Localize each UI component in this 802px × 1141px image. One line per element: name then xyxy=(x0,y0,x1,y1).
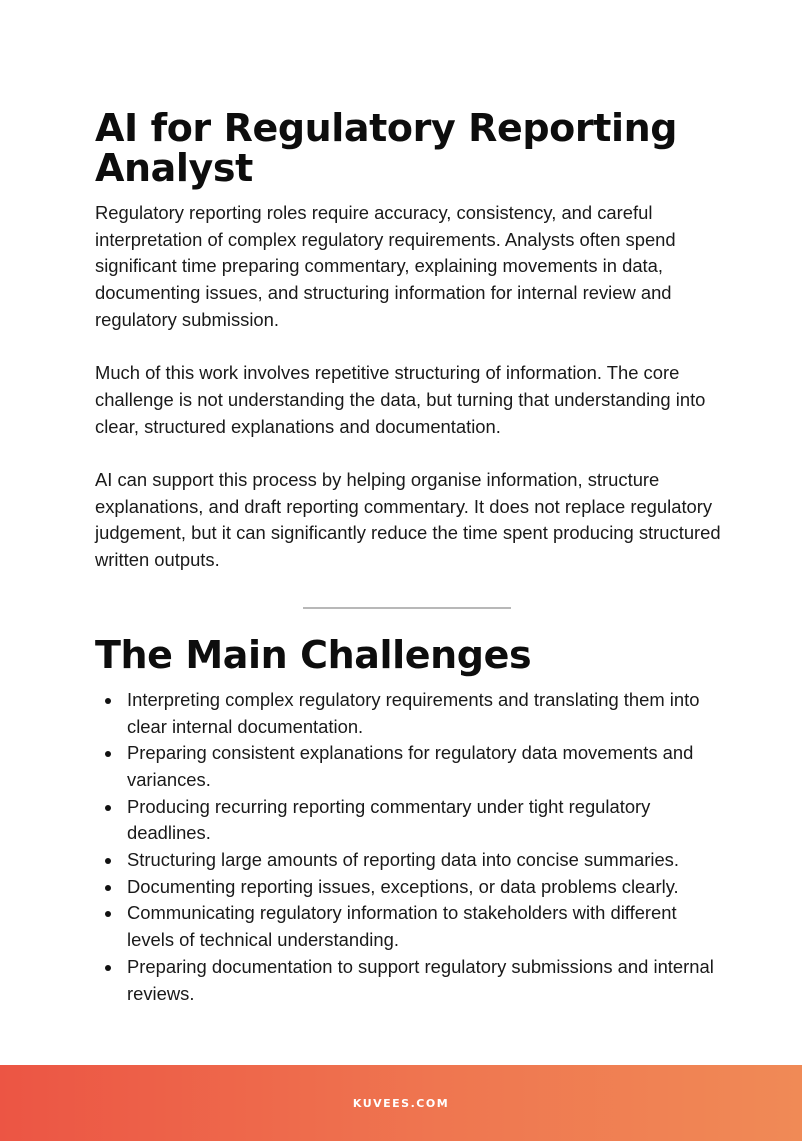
bullet-icon xyxy=(105,965,111,971)
footer-banner xyxy=(0,1065,802,1141)
list-item-text: Structuring large amounts of reporting data into concise summaries. xyxy=(127,849,679,871)
list-item xyxy=(95,740,725,793)
footer-link[interactable]: KUVEES.COM xyxy=(352,1096,450,1110)
list-item-text: Producing recurring reporting commentary under tight regulatory deadlines. xyxy=(127,795,651,844)
intro-paragraph: Much of this work involves repetitive structuring of information. The core challenge is not understanding the data, but turning that understanding into clear, structured explanations and documentation. xyxy=(95,362,706,437)
list-item xyxy=(95,874,725,901)
list-item-text: Documenting reporting issues, exceptions, or data problems clearly. xyxy=(127,875,679,897)
challenges-list xyxy=(95,687,725,1007)
list-item-text: Preparing consistent explanations for regulatory data movements and variances. xyxy=(127,742,694,790)
list-item xyxy=(95,794,725,847)
list-item-text: Communicating regulatory information to stakeholders with different levels of technical understanding. xyxy=(127,902,677,951)
list-item-text: Preparing documentation to support regulatory submissions and internal reviews. xyxy=(127,955,714,1004)
bullet-icon xyxy=(105,751,111,757)
section-heading: The Main Challenges xyxy=(95,632,532,677)
page-content xyxy=(95,108,725,1007)
bullet-icon xyxy=(105,885,111,891)
intro-paragraph: AI can support this process by helping organise information, structure explanations, and draft reporting commentary. It does not replace regulatory judgement, but it can significantly reduce the time spent producing structured written outputs. xyxy=(95,469,721,571)
intro-paragraph: Regulatory reporting roles require accuracy, consistency, and careful interpretation of complex regulatory requirements. Analysts often spend significant time preparing commentary, explaining movements in data, documenting issues, and structuring information for internal review and regulatory submission. xyxy=(95,202,676,330)
bullet-icon xyxy=(105,698,111,704)
list-item xyxy=(95,900,725,953)
page-title: AI for Regulatory Reporting Analyst xyxy=(95,106,678,190)
list-item-text: Interpreting complex regulatory requirements and translating them into clear internal documentation. xyxy=(127,688,700,737)
section-divider xyxy=(303,607,511,609)
list-item xyxy=(95,954,725,1007)
bullet-icon xyxy=(105,805,111,811)
list-item xyxy=(95,847,725,874)
list-item xyxy=(95,687,725,740)
bullet-icon xyxy=(105,911,111,917)
bullet-icon xyxy=(105,858,111,864)
